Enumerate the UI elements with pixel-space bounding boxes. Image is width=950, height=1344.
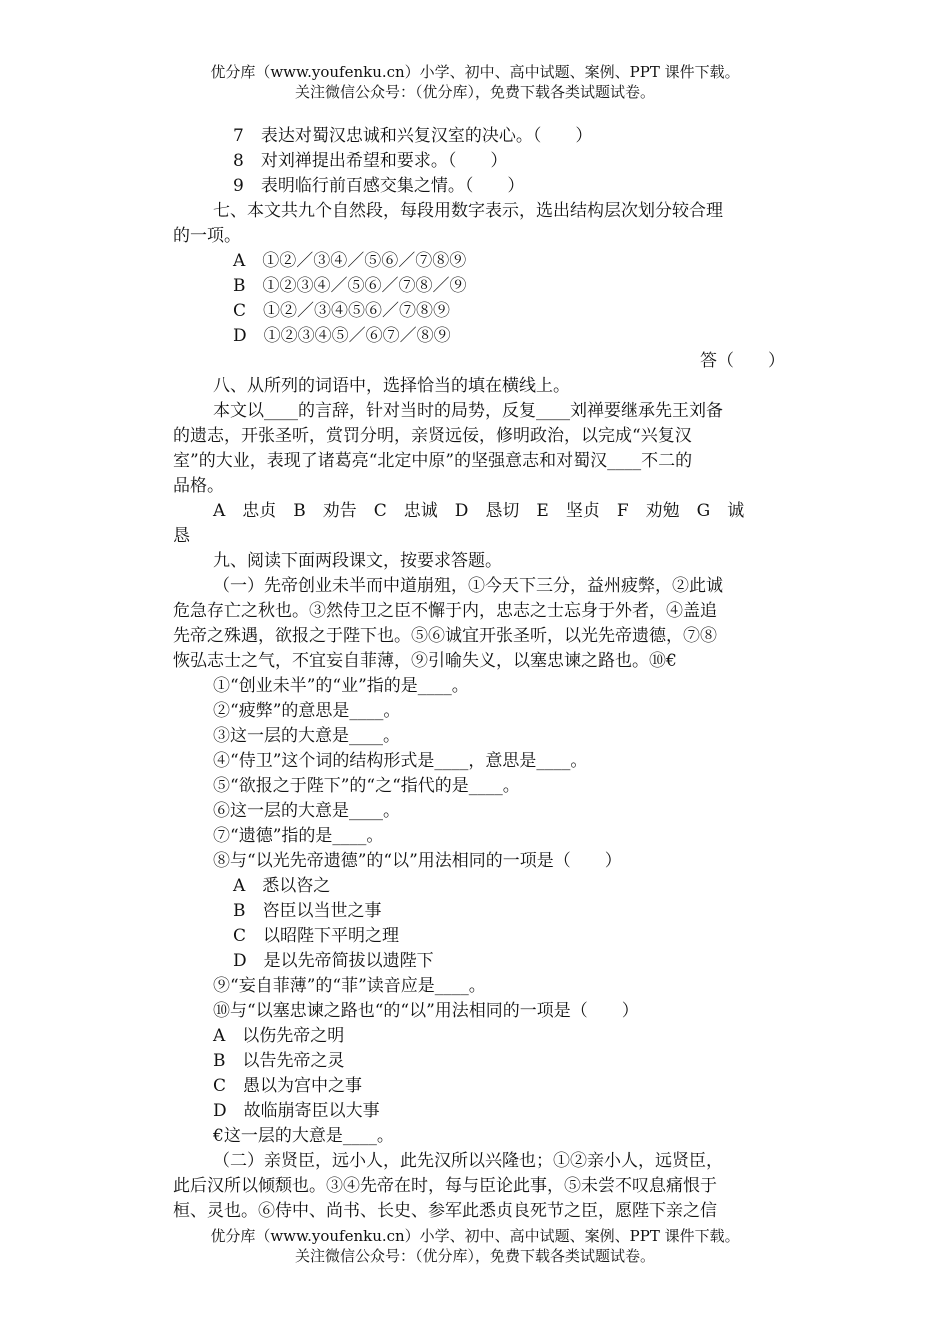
text-line: 危急存亡之秋也。③然侍卫之臣不懈于内，忠志之士忘身于外者，④盖追 <box>173 601 717 621</box>
text-line: B 以告先帝之灵 <box>213 1051 345 1071</box>
header-line-2: 关注微信公众号：（优分库），免费下载各类试题试卷。 <box>294 83 655 101</box>
text-line: 品格。 <box>173 476 224 496</box>
text-line: 桓、灵也。⑥侍中、尚书、长史、参军此悉贞良死节之臣，愿陛下亲之信 <box>173 1201 717 1221</box>
text-line: 7 表达对蜀汉忠诚和兴复汉室的决心。（ ） <box>233 126 593 146</box>
text-line: ⑧与“以光先帝遗德”的“以”用法相同的一项是（ ） <box>213 851 622 871</box>
text-line: ③这一层的大意是____。 <box>213 726 400 746</box>
text-line: 本文以____的言辞，针对当时的局势，反复____刘禅要继承先王刘备 <box>213 401 723 421</box>
text-line: A 悉以咨之 <box>233 876 331 896</box>
text-line: 先帝之殊遇，欲报之于陛下也。⑤⑥诚宜开张圣听，以光先帝遗德，⑦⑧ <box>173 626 717 646</box>
text-line: ①“创业未半”的“业”指的是____。 <box>213 676 469 696</box>
text-line: 室”的大业，表现了诸葛亮“北定中原”的坚强意志和对蜀汉____不二的 <box>173 451 693 471</box>
text-line: 恢弘志士之气，不宜妄自菲薄，⑨引喻失义，以塞忠谏之路也。⑩€ <box>173 651 677 671</box>
text-line: D 故临崩寄臣以大事 <box>213 1101 380 1121</box>
text-line: €这一层的大意是____。 <box>213 1126 394 1146</box>
text-line: 8 对刘禅提出希望和要求。（ ） <box>233 151 508 171</box>
text-line: （二）亲贤臣，远小人，此先汉所以兴隆也；①②亲小人，远贤臣， <box>213 1151 723 1171</box>
text-line: ⑨“妄自菲薄”的“菲”读音应是____。 <box>213 976 486 996</box>
text-line: ②“疲弊”的意思是____。 <box>213 701 401 721</box>
text-line: A 忠贞 B 劝告 C 忠诚 D 恳切 E 坚贞 F 劝勉 G 诚 <box>213 501 745 521</box>
text-line: B ①②③④／⑤⑥／⑦⑧／⑨ <box>233 276 467 296</box>
text-line: C ①②／③④⑤⑥／⑦⑧⑨ <box>233 301 451 321</box>
text-line: D ①②③④⑤／⑥⑦／⑧⑨ <box>233 326 451 346</box>
text-line: D 是以先帝简拔以遗陛下 <box>233 951 434 971</box>
text-line: 八、从所列的词语中，选择恰当的填在横线上。 <box>213 376 570 396</box>
text-line: ⑥这一层的大意是____。 <box>213 801 400 821</box>
footer-line-2: 关注微信公众号：（优分库），免费下载各类试题试卷。 <box>294 1247 655 1265</box>
text-line: 答（ ） <box>700 351 785 371</box>
text-line: ⑦“遗德”指的是____。 <box>213 826 384 846</box>
text-line: 的一项。 <box>173 226 241 246</box>
footer-line-1: 优分库（www.youfenku.cn）小学、初中、高中试题、案例、PPT 课件下载。 <box>210 1227 740 1245</box>
text-line: ⑤“欲报之于陛下”的“之“指代的是____。 <box>213 776 520 796</box>
text-line: C 以昭陛下平明之理 <box>233 926 400 946</box>
text-line: ⑩与“以塞忠谏之路也“的“以”用法相同的一项是（ ） <box>213 1001 639 1021</box>
text-line: B 咨臣以当世之事 <box>233 901 382 921</box>
text-line: ④“侍卫”这个词的结构形式是____，意思是____。 <box>213 751 588 771</box>
text-line: 9 表明临行前百感交集之情。（ ） <box>233 176 525 196</box>
page-footer <box>0 1226 950 1266</box>
text-line: C 愚以为宫中之事 <box>213 1076 363 1096</box>
text-line: 恳 <box>173 526 190 546</box>
text-line: 此后汉所以倾颓也。③④先帝在时，每与臣论此事，⑤未尝不叹息痛恨于 <box>173 1176 717 1196</box>
text-line: （一）先帝创业未半而中道崩殂，①今天下三分，益州疲弊，②此诚 <box>213 576 723 596</box>
text-line: 九、阅读下面两段课文，按要求答题。 <box>213 551 502 571</box>
text-line: A ①②／③④／⑤⑥／⑦⑧⑨ <box>233 251 467 271</box>
document-body <box>173 124 785 1224</box>
header-line-1: 优分库（www.youfenku.cn）小学、初中、高中试题、案例、PPT 课件下载。 <box>210 63 740 81</box>
text-line: 七、本文共九个自然段，每段用数字表示，选出结构层次划分较合理 <box>213 201 723 221</box>
text-line: 的遗志，开张圣听，赏罚分明，亲贤远佞，修明政治，以完成“兴复汉 <box>173 426 692 446</box>
text-line: A 以伤先帝之明 <box>213 1026 345 1046</box>
page-header <box>0 62 950 102</box>
